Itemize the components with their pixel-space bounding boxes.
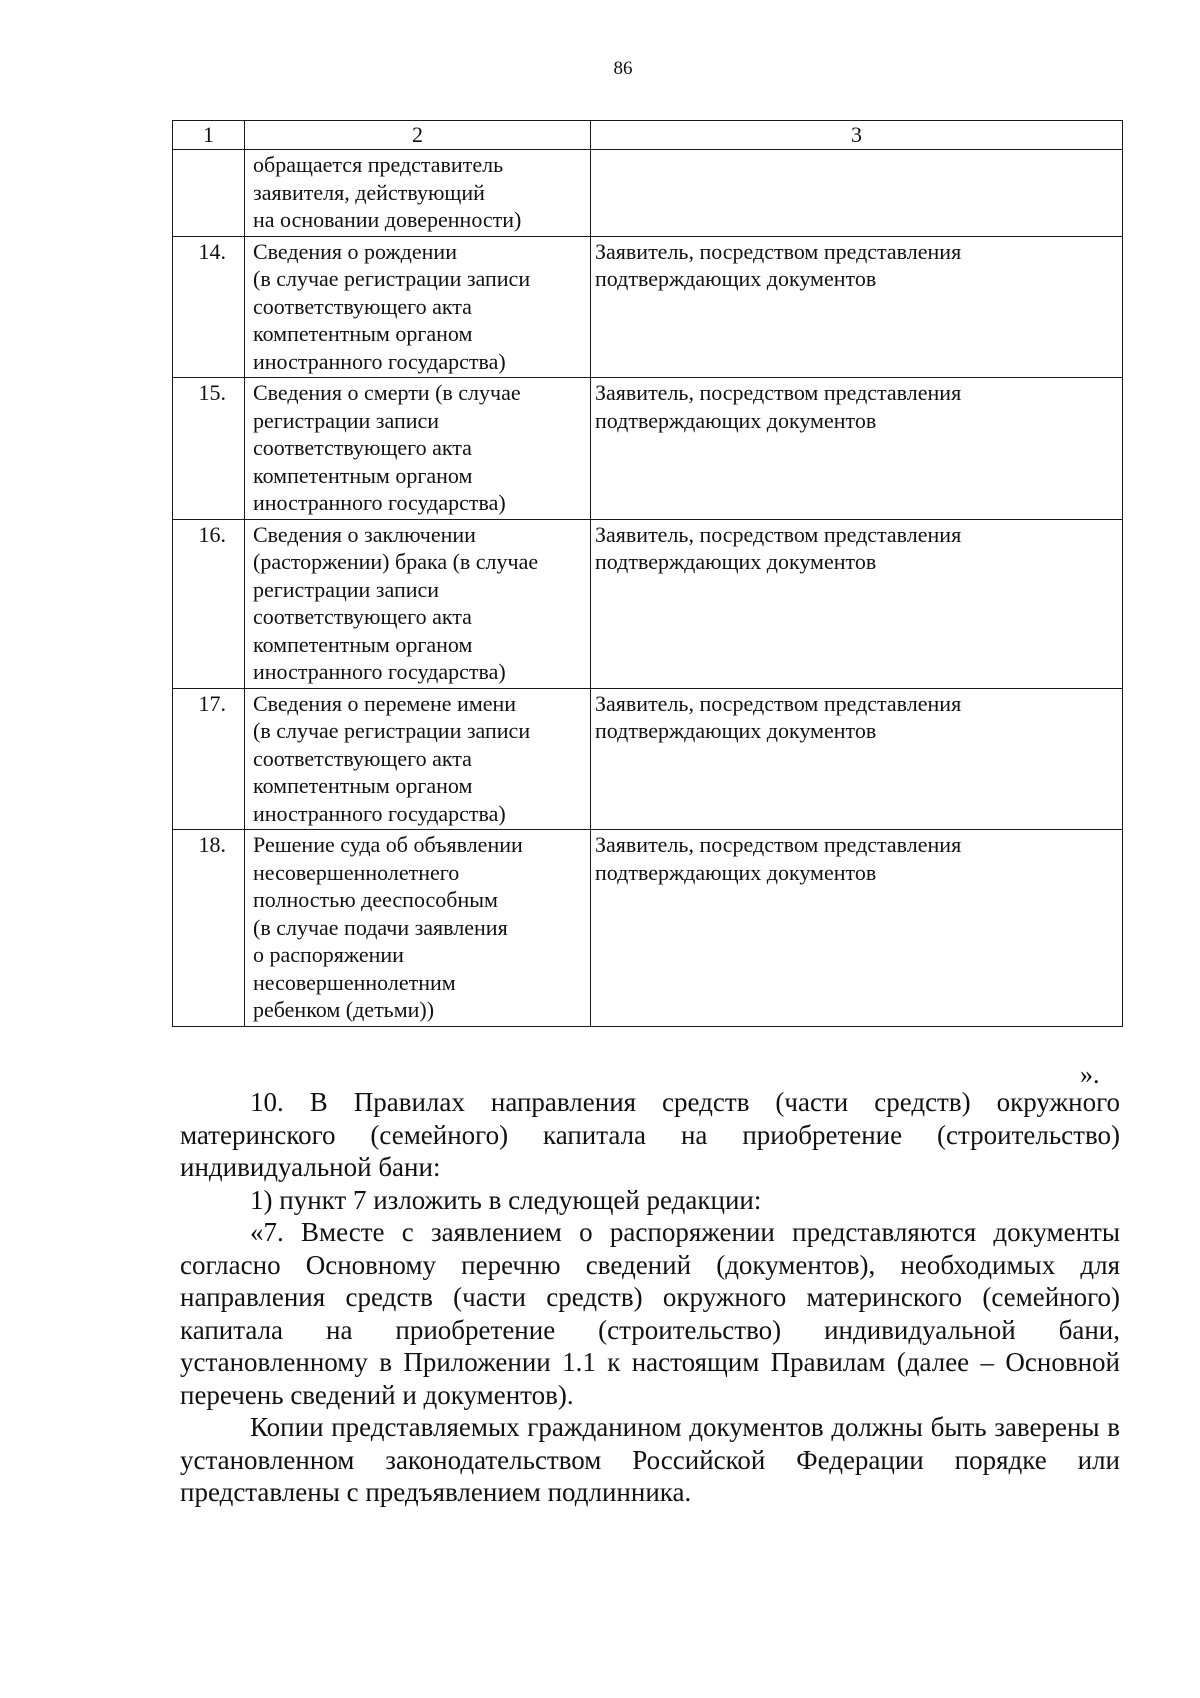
paragraph-point-7: «7. Вместе с заявлением о распоряжении представляются документы согласно Основному перечню сведений (документов), необходимых для направления средств (части средств) окружного материнского (семейного) капитала на приобретение (строительство) индивидуальной бани, установленному в Приложении 1.1 к настоящим Правилам (далее – Основной перечень сведений и документов). bbox=[180, 1217, 1120, 1410]
table-row bbox=[173, 688, 1123, 830]
closing-quote: ». bbox=[1080, 1060, 1100, 1089]
row-description: Сведения о заключении (расторжении) брака (в случае регистрации записи соответствующего акта компетентным органом иностранного государства) bbox=[245, 519, 591, 688]
header-col-3: 3 bbox=[591, 121, 1123, 150]
table-row bbox=[173, 519, 1123, 688]
header-col-2: 2 bbox=[245, 121, 591, 150]
row-source: Заявитель, посредством представления подтверждающих документов bbox=[591, 236, 1123, 378]
row-description: обращается представитель заявителя, действующий на основании доверенности) bbox=[245, 150, 591, 237]
row-description: Сведения о смерти (в случае регистрации записи соответствующего акта компетентным органом иностранного государства) bbox=[245, 378, 591, 520]
table-header-row bbox=[173, 121, 1123, 150]
row-source: Заявитель, посредством представления подтверждающих документов bbox=[591, 378, 1123, 520]
table-row bbox=[173, 378, 1123, 520]
row-description: Сведения о рождении (в случае регистрации записи соответствующего акта компетентным органом иностранного государства) bbox=[245, 236, 591, 378]
header-col-1: 1 bbox=[173, 121, 245, 150]
row-source: Заявитель, посредством представления подтверждающих документов bbox=[591, 688, 1123, 830]
row-number: 16. bbox=[173, 519, 245, 688]
body-text bbox=[180, 1086, 1120, 1509]
page-number: 86 bbox=[613, 58, 633, 79]
table-row bbox=[173, 150, 1123, 237]
row-source: Заявитель, посредством представления подтверждающих документов bbox=[591, 830, 1123, 1027]
row-source bbox=[591, 150, 1123, 237]
row-number: 17. bbox=[173, 688, 245, 830]
row-number bbox=[173, 150, 245, 237]
row-number: 14. bbox=[173, 236, 245, 378]
table-row bbox=[173, 236, 1123, 378]
paragraph-copies: Копии представляемых гражданином документов должны быть заверены в установленном законодательством Российской Федерации порядке или представлены с предъявлением подлинника. bbox=[180, 1412, 1120, 1507]
paragraph-item-1: 1) пункт 7 изложить в следующей редакции: bbox=[250, 1184, 762, 1215]
table-row bbox=[173, 830, 1123, 1027]
paragraph-rules-intro: 10. В Правилах направления средств (части средств) окружного материнского (семейного) капитала на приобретение (строительство) индивидуальной бани: bbox=[180, 1087, 1120, 1182]
row-description: Сведения о перемене имени (в случае регистрации записи соответствующего акта компетентным органом иностранного государства) bbox=[245, 688, 591, 830]
row-number: 15. bbox=[173, 378, 245, 520]
documents-table bbox=[172, 120, 1123, 1027]
row-source: Заявитель, посредством представления подтверждающих документов bbox=[591, 519, 1123, 688]
row-description: Решение суда об объявлении несовершеннолетнего полностью дееспособным (в случае подачи заявления о распоряжении несовершеннолетним ребенком (детьми)) bbox=[245, 830, 591, 1027]
row-number: 18. bbox=[173, 830, 245, 1027]
